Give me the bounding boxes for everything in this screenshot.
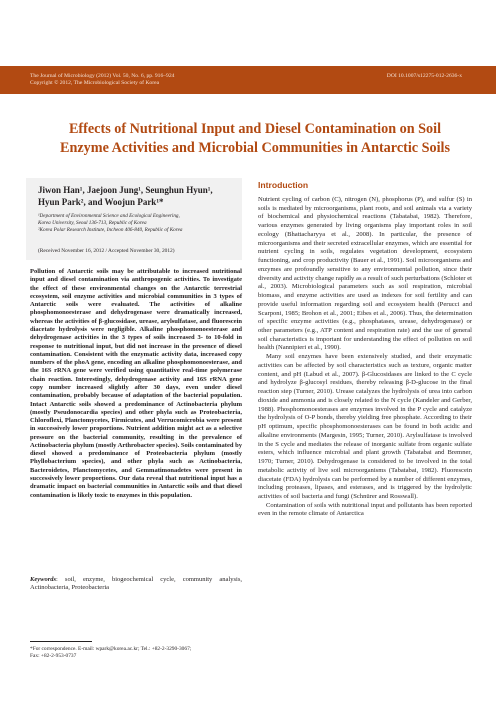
affiliation-line: Korea University, Seoul 136-713, Republic of Korea bbox=[38, 220, 147, 226]
paragraph: Many soil enzymes have been extensively studied, and their enzymatic activities can be affected by soil characteristics such as texture, organic matter content, and pH (Labud et al., 2007). β-Glucosidases are linked to the C cycle and hydrolyze β-glucosyl residues, thereby releasing β-D-glucose in the final reaction step (Turner, 2010). Urease catalyzes the hydrolysis of urea into carbon dioxide and ammonia and is closely related to the N cycle (Kandeler and Gerber, 1988). Phosphomonoesterases are enzymes involved in the P cycle and catalyze the hydrolysis of O-P bonds, thereby yielding free phosphate. According to their pH optimum, specific phosphomonoesterases can be found in both acidic and alkaline environments (Margesin, 1995; Turner, 2010). Arylsulfatase is involved in the S cycle and mediates the release of inorganic sulfate from organic sulfate esters, which influence microbial and plant growth (Tabatabai and Bremner, 1970; Turner, 2010). Dehydrogenase is considered to be involved in the total metabolic activity of live soil microorganisms (Tabatabai, 1982). Fluorescein diacetate (FDA) hydrolysis can be performed by a number of different enzymes, including proteases, lipases, and esterases, and is triggered by the hydrolytic activities of soil bacteria and fungi (Schnürer and Rosswall). bbox=[258, 353, 472, 500]
title-line: Effects of Nutritional Input and Diesel Contamination on Soil bbox=[68, 121, 442, 137]
author-line: Jiwon Han¹, Jaejoon Jung¹, Seunghun Hyun¹, bbox=[38, 185, 213, 195]
author-list bbox=[38, 184, 234, 208]
affiliation-line: ¹Department of Environmental Science and Ecological Engineering, bbox=[38, 213, 180, 219]
article-title bbox=[60, 120, 450, 158]
keywords-label: Keywords bbox=[30, 576, 56, 583]
doi: DOI 10.1007/s12275-012-2636-x bbox=[386, 73, 462, 79]
author-box bbox=[26, 178, 242, 260]
affiliations bbox=[38, 213, 238, 234]
correspondence-footnote bbox=[30, 646, 242, 660]
paragraph: Contamination of soils with nutritional input and pollutants has been reported even in the remote climate of Antarctica bbox=[258, 501, 472, 518]
introduction-body bbox=[258, 196, 472, 519]
received-dates: (Received November 16, 2012 / Accepted November 30, 2012) bbox=[38, 248, 175, 254]
journal-banner bbox=[0, 66, 496, 94]
introduction-heading: Introduction bbox=[258, 180, 309, 190]
author-line: Hyun Park², and Woojun Park¹* bbox=[38, 197, 164, 207]
journal-line: The Journal of Microbiology (2012) Vol. 50, No. 6, pp. 916–924 bbox=[30, 73, 175, 79]
footnote-line: *For correspondence. E-mail: wpark@korea.ac.kr; Tel.: +82-2-3290-3067; bbox=[30, 646, 192, 652]
title-line: Enzyme Activities and Microbial Communities in Antarctic Soils bbox=[60, 140, 451, 156]
abstract: Pollution of Antarctic soils may be attributable to increased nutritional input and diesel contamination via anthropogenic activities. To investigate the effect of these environmental changes on the Antarctic terrestrial ecosystem, soil enzyme activities and microbial communities in 3 types of Antarctic soils were evaluated. The activities of alkaline phosphomonoesterase and dehydrogenase were dramatically increased, whereas the activities of β-glucosidase, urease, arylsulfatase, and fluorescein diacetate hydrolysis were negligible. Alkaline phosphomonoesterase and dehydrogenase activities in the 3 types of soils increased 3- to 10-fold in response to nutritional input, but did not increase in the presence of diesel contamination. Consistent with the enzymatic activity data, increased copy numbers of the phoA gene, encoding an alkaline phosphomonoesterase, and the 16S rRNA gene were verified using quantitative real-time polymerase chain reaction. Interestingly, dehydrogenase activity and 16S rRNA gene copy number increased slightly after 30 days, even under diesel contamination, probably because of adaptation of the bacterial population. Intact Antarctic soils showed a predominance of Actinobacteria phylum (mostly Pseudonocardia species) and other phyla such as Proteobacteria, Chloroflexi, Planctomycetes, Firmicutes, and Verrucomicrobia were present in successively lower proportions. Nutrient addition might act as a selective pressure on the bacterial community, resulting in the prevalence of Actinobacteria phylum (mostly Arthrobacter species). Soils contaminated by diesel showed a predominance of Proteobacteria phylum (mostly Phyllobacterium species), and other phyla such as Actinobacteria, Bacteroidetes, Planctomycetes, and Gemmatimonadetes were present in successively lower proportions. Our data reveal that nutritional input has a dramatic impact on bacterial communities in Antarctic soils and that diesel contamination is likely toxic to enzymes in this population. bbox=[30, 268, 242, 499]
keywords-text: : soil, enzyme, biogeochemical cycle, community analysis, Actinobacteria, Proteobacteria bbox=[30, 576, 242, 592]
paragraph: Nutrient cycling of carbon (C), nitrogen (N), phosphorus (P), and sulfur (S) in soils is mediated by microorganisms, plant roots, and soil animals via a variety of biochemical and physiochemical reactions (Tabatabai, 1982). Therefore, various enzymes generated by living organisms play important roles in soil ecology (Bhattacharyya et al., 2008). In particular, the presence of microorganisms and their secreted extracellular enzymes, which are essential for nutrient cycling in soils, regulates vegetation development, ecosystem functioning, and crop productivity (Bauer et al., 1991). Soil microorganisms and enzymes are profoundly sensitive to any environmental pollution, since their diversity and activity change rapidly as a result of such perturbations (Schloter et al., 2003). Microbiological parameters such as soil respiration, microbial biomass, and enzyme activities are used as indexes for soil fertility and can provide useful information regarding soil and ecosystem health (Perucci and Scarponi, 1985; Brohon et al., 2001; Eibes et al., 2006). Thus, the determination of specific enzyme activities (e.g., phosphatases, urease, dehydrogenase) or other parameters (e.g., ATP content and respiration rate) and the use of general soil characteristics is important for understanding the effect of pollution on soil health (Nannipieri et al., 1990). bbox=[258, 196, 472, 352]
footnote-divider bbox=[30, 641, 92, 642]
keywords bbox=[30, 576, 242, 593]
affiliation-line: ²Korea Polar Research Institute, Incheon 406-840, Republic of Korea bbox=[38, 227, 183, 233]
journal-citation bbox=[30, 73, 174, 87]
footnote-line: Fax: +82-2-953-0737 bbox=[30, 652, 77, 659]
copyright-line: Copyright © 2012, The Microbiological Society of Korea bbox=[30, 80, 160, 86]
